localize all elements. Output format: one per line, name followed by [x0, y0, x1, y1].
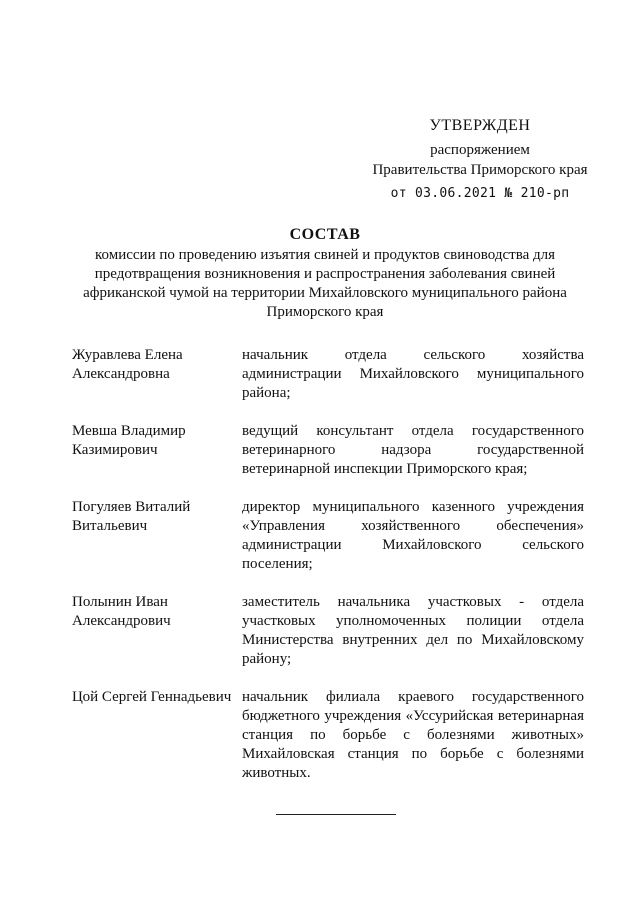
member-row: [72, 593, 584, 669]
approval-block: [360, 116, 600, 204]
approval-by: распоряжением: [430, 142, 530, 158]
member-name: Журавлева Елена Александровна: [72, 347, 183, 382]
document-subtitle: комиссии по проведению изъятия свиней и продуктов свиноводства для предотвращения возникновения и распространения заболевания свиней африканской чумой на территории Михайловского муниципального района Приморского края: [83, 247, 567, 320]
document-title: СОСТАВ: [289, 226, 361, 243]
member-row: [72, 498, 584, 574]
member-row: [72, 346, 584, 403]
member-list: [72, 346, 584, 783]
approval-heading: УТВЕРЖДЕН: [429, 117, 531, 134]
member-position: директор муниципального казенного учреждения «Управления хозяйственного обеспечения» администрации Михайловского сельского поселения;: [242, 499, 584, 572]
member-name: Цой Сергей Геннадьевич: [72, 689, 232, 705]
member-position: заместитель начальника участковых - отдела участковых уполномоченных полиции отдела Министерства внутренних дел по Михайловскому району;: [242, 594, 584, 667]
member-name: Полынин Иван Александрович: [72, 594, 171, 629]
member-row: [72, 688, 584, 783]
approval-stamp: от 03.06.2021 № 210-рп: [390, 186, 570, 201]
member-name: Погуляев Виталий Витальевич: [72, 499, 191, 534]
closing-divider: [276, 814, 396, 815]
member-row: [72, 422, 584, 479]
document-heading: [70, 224, 580, 322]
member-position: начальник отдела сельского хозяйства администрации Михайловского муниципального района;: [242, 347, 584, 401]
approval-authority: Правительства Приморского края: [372, 162, 588, 178]
member-position: начальник филиала краевого государственного бюджетного учреждения «Уссурийская ветеринарная станция по борьбе с болезнями животных» Михайловская станция по борьбе с болезнями животных.: [242, 689, 584, 781]
member-name: Мевша Владимир Казимирович: [72, 423, 186, 458]
member-position: ведущий консультант отдела государственного ветеринарного надзора государственной ветеринарной инспекции Приморского края;: [242, 423, 584, 477]
